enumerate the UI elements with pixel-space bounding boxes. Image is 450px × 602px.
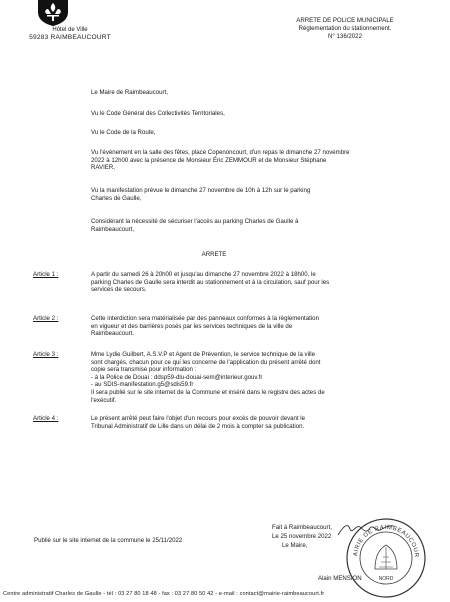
svg-text:MAIRIE DE RAIMBEAUCOURT <box>345 517 419 558</box>
decree-number: N° 136/2022 <box>328 32 362 40</box>
paragraph-line: A partir du samedi 26 à 20h00 et jusqu'au dimanche 27 novembre 2022 à 18h00, le <box>91 271 316 278</box>
paragraph-line: Le présent arrêté peut faire l'objet d'un recours pour excès de pouvoir devant le <box>91 415 306 422</box>
article-3-text <box>91 351 418 404</box>
article-3-label: Article 3 : <box>33 351 59 358</box>
paragraph-line: l'exécutif. <box>91 396 117 404</box>
article-1-label: Article 1 : <box>33 271 59 278</box>
considering-clause <box>91 218 418 233</box>
paragraph-line: Tribunal Administratif de Lille dans un délai de 2 mois à compter sa publication. <box>91 422 305 430</box>
publication-notice: Publié sur le site internet de la commune le 25/11/2022 <box>34 537 183 544</box>
visa-request <box>91 149 418 172</box>
decree-header <box>250 17 440 41</box>
paragraph-line: Mme Lydie Guilbert, A.S.V.P et Agent de Prévention, le service technique de la ville <box>91 351 316 358</box>
decree-title: ARRETE DE POLICE MUNICIPALE <box>296 17 394 24</box>
paragraph-line: copie sera transmise pour information : <box>91 366 197 374</box>
municipal-logo-icon <box>37 0 69 26</box>
signature-place: Fait à Raimbeaucourt, <box>272 524 332 531</box>
paragraph-line: parking Charles de Gaulle sera interdit au stationnement et à la circulation, sauf pour les <box>91 278 330 286</box>
visa-route: Vu le Code de la Route, <box>91 129 156 136</box>
paragraph-line: - à la Police de Douai : ddsp59-dlu-douai-sem@interieur.gouv.fr <box>91 373 263 381</box>
mayor-line: Le Maire de Raimbeaucourt, <box>91 89 168 96</box>
paragraph-line: Il sera publié sur le site internet de la Commune et inséré dans le registre des actes de <box>91 388 325 396</box>
signature-date: Le 25 novembre 2022 <box>272 533 332 540</box>
paragraph-line: Vu l'événement en la salle des fêtes, place Copenoncourt, d'un repas le dimanche 27 novembre <box>91 149 350 156</box>
paragraph-line: en vigueur et des barrières posés par les services techniques de la ville de <box>91 322 293 330</box>
paragraph-line: services de secours. <box>91 286 147 294</box>
signature-role: Le Maire, <box>282 542 308 549</box>
town-postal-address: 59283 RAIMBEAUCOURT <box>29 34 111 41</box>
article-2-text <box>91 315 418 338</box>
article-2-label: Article 2 : <box>33 315 59 322</box>
article-4-text <box>91 415 418 430</box>
paragraph-line: Cette interdiction sera matérialisée par des panneaux conformes à la réglementation <box>91 315 319 322</box>
paragraph-line: Vu la manifestation prévue le dimanche 27 novembre de 10h à 12h sur le parking <box>91 187 311 194</box>
paragraph-line: RAVIER, <box>91 164 115 172</box>
paragraph-line: - au SDIS-manifestation.g5@sdis59.fr <box>91 381 194 389</box>
paragraph-line: Charles de Gaulle, <box>91 194 142 202</box>
arrete-heading: ARRETE <box>201 251 227 258</box>
visa-code: Vu le Code Général des Collectivités Territoriales, <box>91 110 225 117</box>
article-1-text <box>91 271 418 294</box>
paragraph-line: Raimbeaucourt. <box>91 330 135 338</box>
paragraph-line: Considérant la nécessité de sécuriser l'accès au parking Charles de Gaulle à <box>91 218 299 225</box>
paragraph-line: 2022 à 12h00 avec la présence de Monsieur Éric ZEMMOUR et de Monsieur Stéphane <box>91 156 327 164</box>
mayor-name: Alain MENSION <box>318 575 362 582</box>
official-seal <box>345 517 427 599</box>
town-hall-label: Hôtel de Ville <box>52 27 88 33</box>
paragraph-line: sont chargés, chacun pour ce qui les concerne de l'application du présent arrêté dont <box>91 358 321 366</box>
paragraph-line: Raimbeaucourt, <box>91 225 135 233</box>
visa-demonstration <box>91 187 418 202</box>
article-4-label: Article 4 : <box>33 415 59 422</box>
seal-code: NORD <box>378 576 394 582</box>
seal-text: AIRIE DE RAIMBEAUCOUR <box>352 524 420 558</box>
letterhead-address <box>10 27 130 42</box>
decree-subject: Réglementation du stationnement. <box>298 24 392 32</box>
page-footer: Centre administratif Charles de Gaulle - tél : 03 27 80 18 48 - fax : 03 27 80 50 42 - e-mail : contact@mairie-raimbeaucourt.fr <box>3 591 325 597</box>
